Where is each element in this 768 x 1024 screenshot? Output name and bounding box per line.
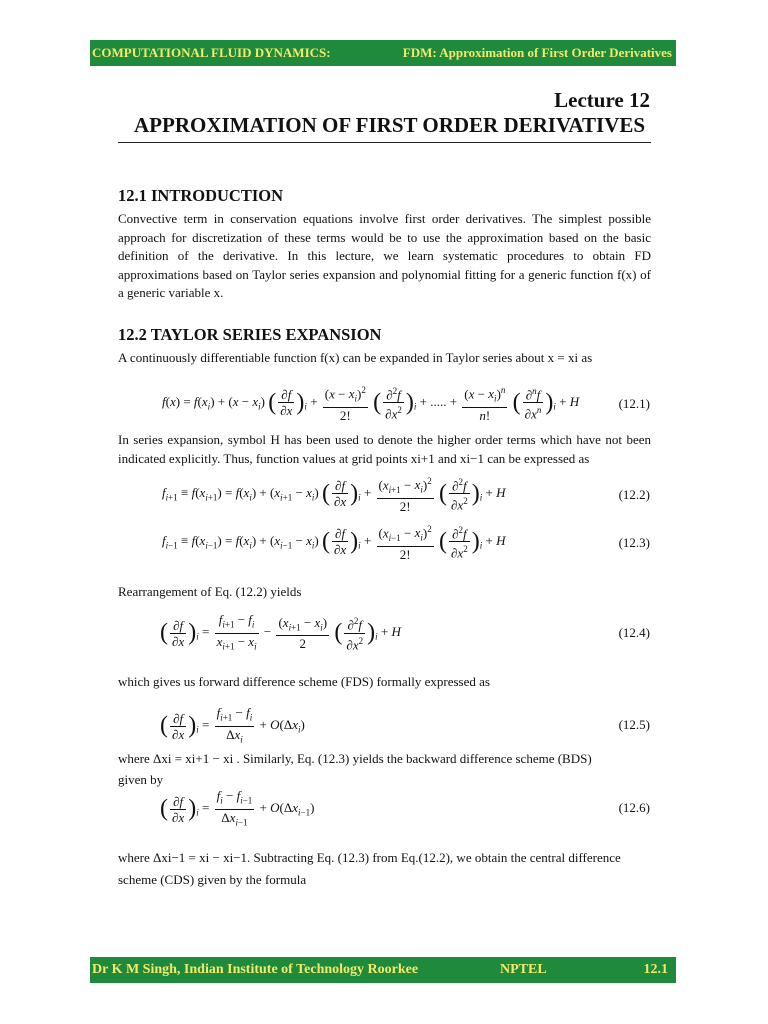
eq-number-12-5: (12.5)	[618, 717, 650, 732]
lecture-title: APPROXIMATION OF FIRST ORDER DERIVATIVES	[134, 113, 646, 137]
equation-12-6: ( $\frac{\partial f}{\partial x}$ )$_i$ = $\frac{f_i - f_{i-1}}{\Delta x_{i-1}}$ + $O(\Delta x_{i-1})$	[160, 788, 315, 828]
cds-text-line-2: scheme (CDS) given by the formula	[118, 872, 307, 887]
rearrange-text: Rearrangement of Eq. (12.2) yields	[118, 584, 302, 599]
header-bar	[90, 40, 676, 66]
equation-12-5: ( $\frac{\partial f}{\partial x}$ )$_i$ = $\frac{f_{i+1} - f_i}{\Delta x_i}$ + $O(\Delta x_i)$	[160, 705, 305, 745]
title-divider	[118, 142, 651, 143]
equation-12-4: ( $\frac{\partial f}{\partial x}$ )$_i$ = $\frac{f_{i+1} - f_i}{x_{i+1} - x_i}$ − $\frac{(x_{i+1} - x_i)}{2}$ ( $\frac{\partial^2f}{\partial x^2}$ )$_i + H$	[160, 612, 401, 652]
footer-page-number: 12.1	[643, 962, 668, 977]
series-paragraph: In series expansion, symbol H has been used to denote the higher order terms which have not been indicated explicitly. Thus, function values at grid points xi+1 and xi−1 can be expressed as	[118, 432, 651, 466]
eq-number-12-2: (12.2)	[618, 487, 650, 502]
equation-12-3: $f_{i-1} \equiv f(x_{i-1}) = f(x_i) + (x_{i-1} - x_i)$ ( $\frac{\partial f}{\partial x}$ )$_i$ + $\frac{(x_{i-1} - x_i)^2}{2!}$ ( $\frac{\partial^2f}{\partial x^2}$ )$_i + H$	[162, 524, 506, 562]
eq-number-12-1: (12.1)	[618, 396, 650, 411]
footer-nptel: NPTEL	[500, 962, 547, 977]
eq-number-12-4: (12.4)	[618, 625, 650, 640]
lecture-number: Lecture 12	[554, 88, 650, 112]
fds-text: which gives us forward difference scheme (FDS) formally expressed as	[118, 674, 490, 689]
taylor-intro-text: A continuously differentiable function f(x) can be expanded in Taylor series about x = xi as	[118, 350, 593, 365]
intro-paragraph: Convective term in conservation equations involve first order derivatives. The simplest possible approach for discretization of these terms would be to use the approximation based on the basic definition of the derivative. In this lecture, we learn systematic procedures to obtain FD approximations based on Taylor series expansion and polynomial fitting for a generic function f(x) of a generic variable x.	[118, 211, 651, 300]
footer-bar	[90, 957, 676, 983]
header-topic: FDM: Approximation of First Order Derivatives	[402, 45, 672, 60]
taylor-heading: 12.2 TAYLOR SERIES EXPANSION	[118, 325, 382, 344]
eq-number-12-6: (12.6)	[618, 800, 650, 815]
header-course: COMPUTATIONAL FLUID DYNAMICS:	[92, 45, 331, 60]
cds-text-line-1: where Δxi−1 = xi − xi−1. Subtracting Eq. (12.3) from Eq.(12.2), we obtain the central difference	[118, 850, 621, 865]
bds-text-line-1: where Δxi = xi+1 − xi . Similarly, Eq. (12.3) yields the backward difference scheme (BDS)	[118, 751, 592, 766]
equation-12-2: $f_{i+1} \equiv f(x_{i+1}) = f(x_i) + (x_{i+1} - x_i)$ ( $\frac{\partial f}{\partial x}$ )$_i$ + $\frac{(x_{i+1} - x_i)^2}{2!}$ ( $\frac{\partial^2f}{\partial x^2}$ )$_i + H$	[162, 476, 506, 514]
eq-number-12-3: (12.3)	[618, 535, 650, 550]
intro-heading: 12.1 INTRODUCTION	[118, 186, 284, 205]
bds-text-line-2: given by	[118, 772, 164, 787]
footer-author: Dr K M Singh, Indian Institute of Technology Roorkee	[92, 962, 419, 977]
equation-12-1: $f(x) = f(x_i) + (x - x_i)$ ( $\frac{\partial f}{\partial x}$ )$_i$ + $\frac{(x - x_i)^2}{2!}$ ( $\frac{\partial^2f}{\partial x^2}$ )$_i$ + ..... + $\frac{(x - x_i)^n}{n!}$ ( $\frac{\partial^nf}{\partial x^n}$ )$_i + H$	[162, 385, 580, 423]
